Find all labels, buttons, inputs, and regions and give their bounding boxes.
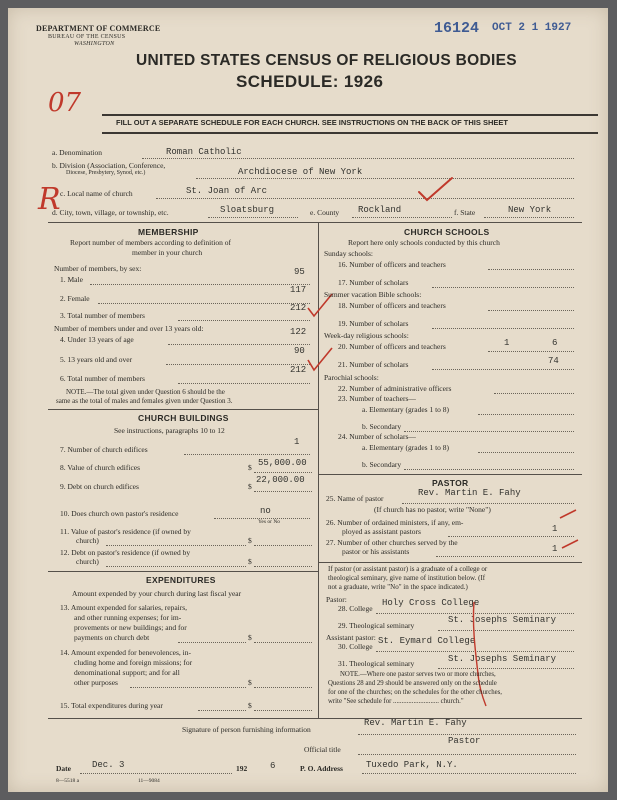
official-title-label: Official title (304, 745, 341, 754)
q8-label: 8. Value of church edifices (60, 463, 141, 472)
graduate-intro-1: If pastor (or assistant pastor) is a graduate of a college or (328, 565, 488, 573)
form-title: UNITED STATES CENSUS OF RELIGIOUS BODIES (136, 52, 517, 69)
sunday-label: Sunday schools: (324, 249, 373, 258)
q29-value: St. Josephs Seminary (448, 615, 557, 625)
county-line (352, 217, 452, 218)
q14-lead-line (130, 687, 246, 688)
q24-label: 24. Number of scholars— (338, 432, 416, 441)
q19-line (432, 328, 574, 329)
schools-heading: CHURCH SCHOOLS (404, 227, 490, 237)
q8-line (254, 472, 312, 473)
header-rule-top (102, 114, 598, 116)
q27-value: 1 (552, 544, 558, 554)
q1-line (90, 284, 310, 285)
year-value: 6 (270, 761, 276, 771)
address-label: P. O. Address (300, 764, 343, 773)
q9-label: 9. Debt on church edifices (60, 482, 139, 491)
q12-line (254, 566, 312, 567)
membership-intro-1: Report number of members according to definition of (70, 238, 231, 247)
membership-intro-2: member in your church (132, 248, 203, 257)
q21-line (432, 369, 574, 370)
q13-line (254, 642, 312, 643)
membership-bottom-rule (48, 409, 318, 410)
q3-label: 3. Total number of members (60, 311, 145, 320)
q13-label-b: and other running expenses; for im- (74, 613, 182, 622)
q9-value: 22,000.00 (256, 475, 305, 485)
schools-intro: Report here only schools conducted by this church (348, 238, 500, 247)
q10-label: 10. Does church own pastor's residence (60, 509, 179, 518)
q23-label: 23. Number of teachers— (338, 394, 416, 403)
q14-label-a: 14. Amount expended for benevolences, in- (60, 648, 192, 657)
signature-label: Signature of person furnishing information (182, 725, 311, 734)
state-value: New York (508, 205, 552, 215)
q13-lead-line (178, 642, 246, 643)
q31-label: 31. Theological seminary (338, 659, 415, 668)
membership-note-2: same as the total of males and females given under Question 3. (56, 397, 233, 405)
local-name-value: St. Joan of Arc (186, 186, 268, 196)
table-top-border (48, 222, 582, 223)
city-value: Sloatsburg (220, 205, 275, 215)
q8-dollar: $ (248, 463, 252, 472)
signature-value: Rev. Martin E. Fahy (364, 718, 467, 728)
denomination-label: a. Denomination (52, 148, 102, 157)
buildings-intro: See instructions, paragraphs 10 to 12 (114, 426, 225, 435)
q20-value-1: 1 (504, 338, 510, 348)
q28-label: 28. College (338, 604, 373, 613)
q20-label: 20. Number of officers and teachers (338, 342, 446, 351)
q14-dollar: $ (248, 678, 252, 687)
q15-line (254, 710, 312, 711)
address-line (362, 773, 576, 774)
q13-label-a: 13. Amount expended for salaries, repairs, (60, 603, 188, 612)
q5-label: 5. 13 years old and over (60, 355, 133, 364)
census-schedule-sheet (8, 8, 608, 792)
q30-label: 30. College (338, 642, 373, 651)
pastor-heading: PASTOR (432, 478, 469, 488)
local-name-line (156, 198, 574, 199)
q14-label-b: cluding home and foreign missions; for (74, 658, 193, 667)
instruction-line: FILL OUT A SEPARATE SCHEDULE FOR EACH CHURCH. SEE INSTRUCTIONS ON THE BACK OF THIS SHEET (116, 118, 508, 127)
q20-line (488, 351, 574, 352)
state-line (484, 217, 574, 218)
q28-value: Holy Cross College (382, 598, 480, 608)
q24a-line (478, 452, 574, 453)
q26-value: 1 (552, 524, 558, 534)
q26-label-a: 26. Number of ordained ministers, if any, em- (326, 518, 464, 527)
q15-dollar: $ (248, 701, 252, 710)
q3-value: 212 (290, 303, 307, 313)
date-label: Date (56, 764, 71, 773)
q16-label: 16. Number of officers and teachers (338, 260, 446, 269)
date-value: Dec. 3 (92, 760, 125, 770)
receipt-stamp-date: OCT 2 1 1927 (492, 22, 572, 34)
denomination-value: Roman Catholic (166, 147, 242, 157)
by-sex-label: Number of members, by sex: (54, 264, 142, 273)
q26-label-b: ployed as assistant pastors (342, 527, 421, 536)
state-label: f. State (454, 208, 476, 217)
buildings-bottom-rule (48, 571, 318, 572)
q6-line (178, 383, 310, 384)
print-number: 11—9084 (138, 778, 160, 784)
q14-label-d: other purposes (74, 678, 118, 687)
red-check-mark-state (416, 174, 456, 204)
q29-label: 29. Theological seminary (338, 621, 415, 630)
q3-line (178, 320, 310, 321)
q2-value: 117 (290, 285, 307, 295)
q5-line (166, 364, 310, 365)
q1-label: 1. Male (60, 275, 83, 284)
membership-note-1: NOTE.—The total given under Question 6 should be the (66, 388, 225, 396)
q11-label-b: church) (76, 536, 99, 545)
year-prefix: 192 (236, 764, 248, 773)
q4-value: 122 (290, 327, 307, 337)
q25-value: Rev. Martin E. Fahy (418, 488, 521, 498)
official-title-value: Pastor (448, 736, 481, 746)
q23b-line (404, 431, 574, 432)
q4-label: 4. Under 13 years of age (60, 335, 134, 344)
q7-label: 7. Number of church edifices (60, 445, 148, 454)
q18-label: 18. Number of officers and teachers (338, 301, 446, 310)
signature-line (358, 734, 576, 735)
q15-label: 15. Total expenditures during year (60, 701, 163, 710)
q15-lead-line (198, 710, 246, 711)
q16-line (488, 269, 574, 270)
q10-hint: Yes or No (258, 519, 281, 525)
q5-value: 90 (294, 346, 305, 356)
schools-bottom-rule (318, 474, 582, 475)
q11-dollar: $ (248, 536, 252, 545)
pastor-note-2: Questions 28 and 29 should be answered only on the schedule (328, 680, 497, 687)
graduate-intro-2: theological seminary, give name of institution below. (If (328, 574, 486, 582)
handwritten-r-mark: R (38, 182, 61, 217)
q9-line (254, 491, 312, 492)
weekday-label: Week-day religious schools: (324, 331, 409, 340)
q13-dollar: $ (248, 633, 252, 642)
division-value: Archdiocese of New York (238, 167, 363, 177)
q8-value: 55,000.00 (258, 458, 307, 468)
q11-line (254, 545, 312, 546)
q24a-label: a. Elementary (grades 1 to 8) (362, 443, 450, 452)
city-line (208, 217, 298, 218)
membership-heading: MEMBERSHIP (138, 227, 199, 237)
q6-value: 212 (290, 365, 307, 375)
pastor-note-1: NOTE.—Where one pastor serves two or more churches, (340, 671, 496, 678)
denomination-line (142, 158, 574, 159)
q12-dollar: $ (248, 557, 252, 566)
official-title-line (358, 754, 576, 755)
q17-label: 17. Number of scholars (338, 278, 409, 287)
bureau-name: BUREAU OF THE CENSUS (48, 34, 126, 40)
q12-label-b: church) (76, 557, 99, 566)
pastor-note-3: for one of the churches; on the schedules for the other churches, (328, 689, 503, 696)
q7-line (184, 454, 310, 455)
q25-hint: (If church has no pastor, write "None") (374, 505, 491, 514)
q9-dollar: $ (248, 482, 252, 491)
city-label: d. City, town, village, or township, etc. (52, 208, 169, 217)
expenditures-intro: Amount expended by your church during last fiscal year (72, 589, 242, 598)
q19-label: 19. Number of scholars (338, 319, 409, 328)
q12-lead-line (106, 566, 246, 567)
red-marks-assistants (556, 508, 582, 554)
q27-label-a: 27. Number of other churches served by the (326, 538, 458, 547)
q23a-line (478, 414, 574, 415)
date-line (80, 773, 232, 774)
q10-value: no (260, 506, 271, 516)
q23a-label: a. Elementary (grades 1 to 8) (362, 405, 450, 414)
q21-label: 21. Number of scholars (338, 360, 409, 369)
header-rule-bottom (102, 132, 598, 134)
q12-label: 12. Debt on pastor's residence (if owned by (60, 548, 191, 557)
q18-line (488, 310, 574, 311)
q13-label-d: payments on church debt (74, 633, 150, 642)
bureau-city: WASHINGTON (74, 41, 115, 47)
q11-lead-line (106, 545, 246, 546)
q13-label-c: provements or new buildings; and for (74, 623, 187, 632)
q6-label: 6. Total number of members (60, 374, 145, 383)
age-intro: Number of members under and over 13 years old: (54, 324, 204, 333)
q22-label: 22. Number of administrative officers (338, 384, 452, 393)
pastor-note-4: write "See schedule for ........................... church." (328, 698, 464, 705)
q24b-label: b. Secondary (362, 460, 402, 469)
expenditures-heading: EXPENDITURES (146, 575, 216, 585)
q14-label-c: denominational support; and for all (74, 668, 180, 677)
table-bottom-border (48, 718, 582, 719)
q25-label: 25. Name of pastor (326, 494, 384, 503)
local-name-label: c. Local name of church (60, 189, 133, 198)
handwritten-code: 07 (48, 88, 82, 118)
q20-value-2: 6 (552, 338, 558, 348)
buildings-heading: CHURCH BUILDINGS (138, 413, 229, 423)
q31-value: St. Josephs Seminary (448, 654, 557, 664)
pastor-info-rule (318, 562, 582, 563)
q25-line (402, 503, 574, 504)
graduate-intro-3: not a graduate, write "No" in the space indicated.) (328, 583, 468, 591)
division-label: b. Division (Association, Conference, (52, 161, 166, 170)
q27-label-b: pastor or his assistants (342, 547, 410, 556)
q14-line (254, 687, 312, 688)
county-value: Rockland (358, 205, 402, 215)
division-line (196, 178, 574, 179)
q21-value: 74 (548, 356, 559, 366)
q27-line (436, 556, 574, 557)
county-label: e. County (310, 208, 340, 217)
department-name: DEPARTMENT OF COMMERCE (36, 24, 161, 33)
q24b-line (404, 469, 574, 470)
address-value: Tuxedo Park, N.Y. (366, 760, 458, 770)
q22-line (494, 393, 574, 394)
q1-value: 95 (294, 267, 305, 277)
schedule-title: SCHEDULE: 1926 (236, 72, 384, 91)
pastor-subheading: Pastor: (326, 595, 347, 604)
q23b-label: b. Secondary (362, 422, 402, 431)
division-label-2: Diocese, Presbytery, Synod, etc.) (66, 170, 146, 176)
receipt-stamp-number: 16124 (434, 20, 480, 37)
q17-line (432, 287, 574, 288)
assistant-subheading: Assistant pastor: (326, 633, 376, 642)
q2-line (98, 303, 310, 304)
form-number: 8—5518 a (56, 778, 80, 784)
q7-value: 1 (294, 437, 300, 447)
q30-value: St. Eymard College (378, 636, 476, 646)
summer-label: Summer vacation Bible schools: (324, 290, 422, 299)
q4-line (168, 344, 310, 345)
parochial-label: Parochial schools: (324, 373, 379, 382)
q2-label: 2. Female (60, 294, 90, 303)
q11-label: 11. Value of pastor's residence (if owned by (60, 527, 191, 536)
